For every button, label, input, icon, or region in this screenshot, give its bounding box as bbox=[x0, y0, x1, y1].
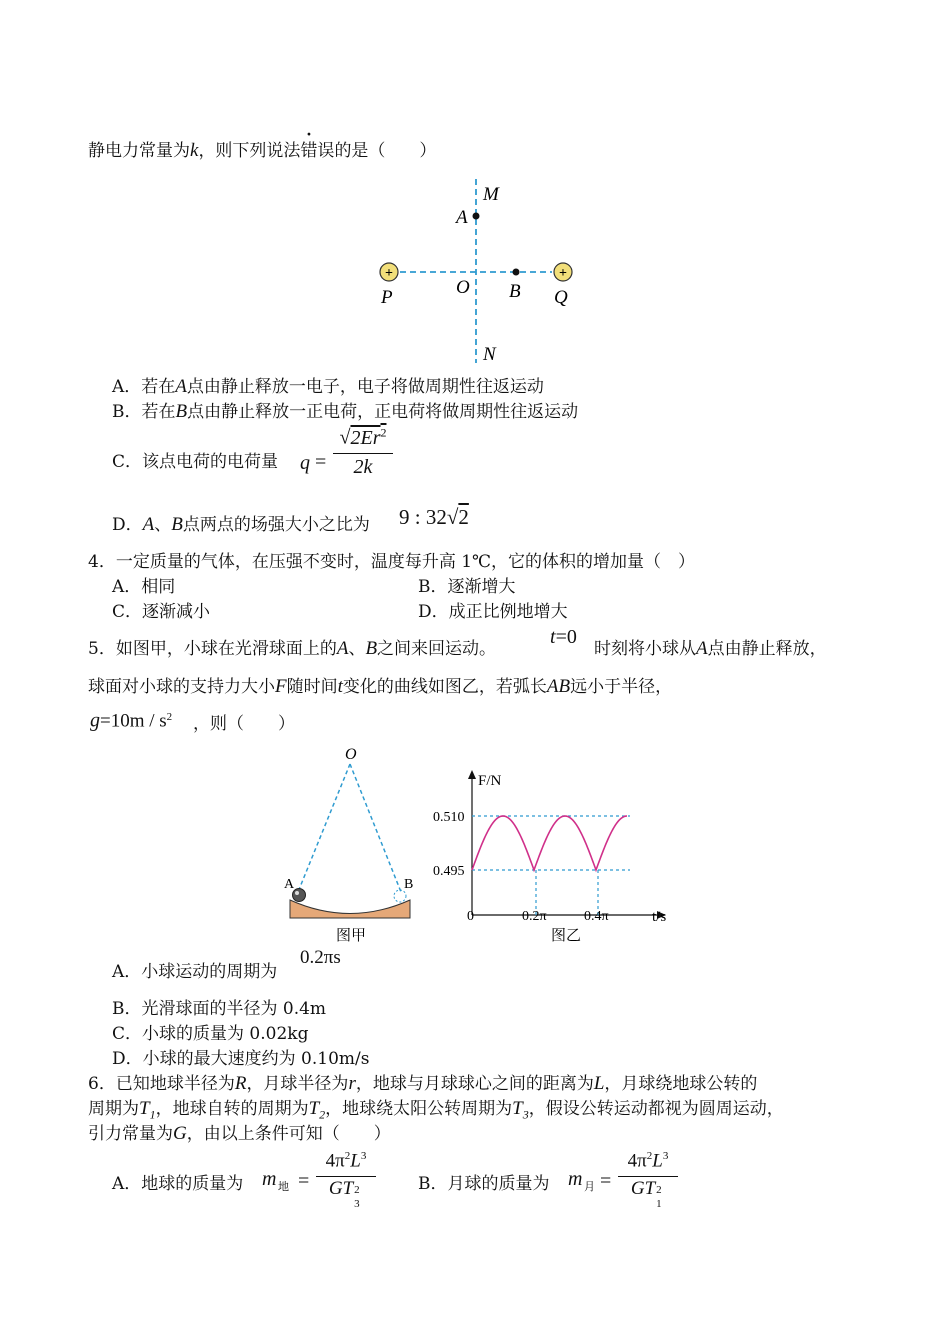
q3-option-b: B．若在B点由静止释放一正电荷，正电荷将做周期性往返运动 bbox=[112, 401, 579, 422]
label-b: B bbox=[509, 281, 521, 302]
label-q: Q bbox=[554, 287, 568, 308]
x-tick-2: 0.4π bbox=[584, 909, 609, 924]
q5-option-b: B．光滑球面的半径为 0.4m bbox=[112, 999, 327, 1019]
q5-figure-yi-chart bbox=[430, 768, 675, 948]
q5-stem-line1-cont: 时刻将小球从A点由静止释放， bbox=[594, 638, 827, 659]
q3-charge-diagram bbox=[370, 175, 590, 370]
x-tick-origin: 0 bbox=[467, 909, 474, 924]
label-b: B bbox=[404, 877, 414, 892]
figure-caption: 图乙 bbox=[551, 928, 582, 944]
force-curve bbox=[472, 816, 627, 870]
q4-option-d: D．成正比例地增大 bbox=[418, 602, 568, 622]
q6-stem-line2: 周期为$T_1$，地球自转的周期为$T_2$，地球绕太阳公转周期为$T_3$，假设公转运动都视为圆周运动， bbox=[88, 1098, 784, 1122]
q5-stem-line2: 球面对小球的支持力大小F随时间t变化的曲线如图乙，若弧长AB远小于半径， bbox=[88, 676, 673, 697]
q4-stem: 4．一定质量的气体，在压强不变时，温度每升高 1℃，它的体积的增加量（ ） bbox=[88, 552, 696, 572]
q6-option-a: A．地球的质量为 bbox=[112, 1174, 244, 1194]
q5-option-a: A．小球运动的周期为 bbox=[112, 962, 278, 982]
label-m: M bbox=[483, 184, 499, 205]
q3-option-a: A．若在A点由静止释放一电子，电子将做周期性往返运动 bbox=[112, 376, 544, 397]
bowl-surface bbox=[290, 900, 410, 918]
q6-option-b: B．月球的质量为 bbox=[418, 1174, 550, 1194]
q4-option-b: B．逐渐增大 bbox=[418, 577, 516, 597]
q5-gravity: $g=10m / s^2$ bbox=[90, 709, 173, 732]
ball bbox=[293, 889, 306, 902]
emphasis-text: 错误 bbox=[300, 141, 335, 161]
q5-option-d: D．小球的最大速度约为 0.10m/s bbox=[112, 1049, 370, 1069]
svg-text:+: + bbox=[559, 266, 567, 281]
q5-stem-line1: 5．如图甲，小球在光滑球面上的A、B之间来回运动。 bbox=[88, 638, 497, 659]
svg-text:+: + bbox=[385, 266, 393, 281]
y-axis-label: F/N bbox=[478, 773, 502, 789]
label-p: P bbox=[381, 287, 393, 308]
q5-time-zero: t=0 bbox=[550, 626, 577, 648]
q3-option-d: D．A、B点两点的场强大小之比为 bbox=[112, 514, 370, 535]
q5-figure-jia bbox=[276, 742, 426, 947]
q3-intro: 静电力常量为k，则下列说法错误的是（ ） bbox=[88, 140, 437, 161]
label-n: N bbox=[483, 344, 496, 365]
q5-option-a-value: 0.2πs bbox=[300, 947, 341, 968]
q5-stem-line3-tail: ，则（ ） bbox=[193, 714, 295, 734]
label-o: O bbox=[345, 746, 357, 763]
q4-option-c: C．逐渐减小 bbox=[112, 602, 211, 622]
y-tick-high: 0.510 bbox=[433, 810, 465, 825]
label-o: O bbox=[456, 277, 470, 298]
q3-option-c: C．该点电荷的电荷量 bbox=[112, 452, 279, 472]
q5-option-c: C．小球的质量为 0.02kg bbox=[112, 1024, 309, 1044]
point-a bbox=[473, 213, 480, 220]
q4-option-a: A．相同 bbox=[112, 577, 176, 597]
figure-caption: 图甲 bbox=[336, 928, 367, 944]
q3-option-d-ratio: 9 : 32√2 bbox=[399, 505, 469, 529]
x-axis-label: t/s bbox=[652, 909, 667, 925]
label-a: A bbox=[284, 877, 295, 892]
x-tick-1: 0.2π bbox=[522, 909, 547, 924]
point-b bbox=[513, 269, 520, 276]
label-a: A bbox=[456, 207, 468, 228]
y-tick-low: 0.495 bbox=[433, 864, 465, 879]
q6-stem-line1: 6．已知地球半径为R，月球半径为r，地球与月球球心之间的距离为L，月球绕地球公转的 bbox=[88, 1073, 758, 1094]
q6-stem-line3: 引力常量为G，由以上条件可知（ ） bbox=[88, 1123, 391, 1144]
